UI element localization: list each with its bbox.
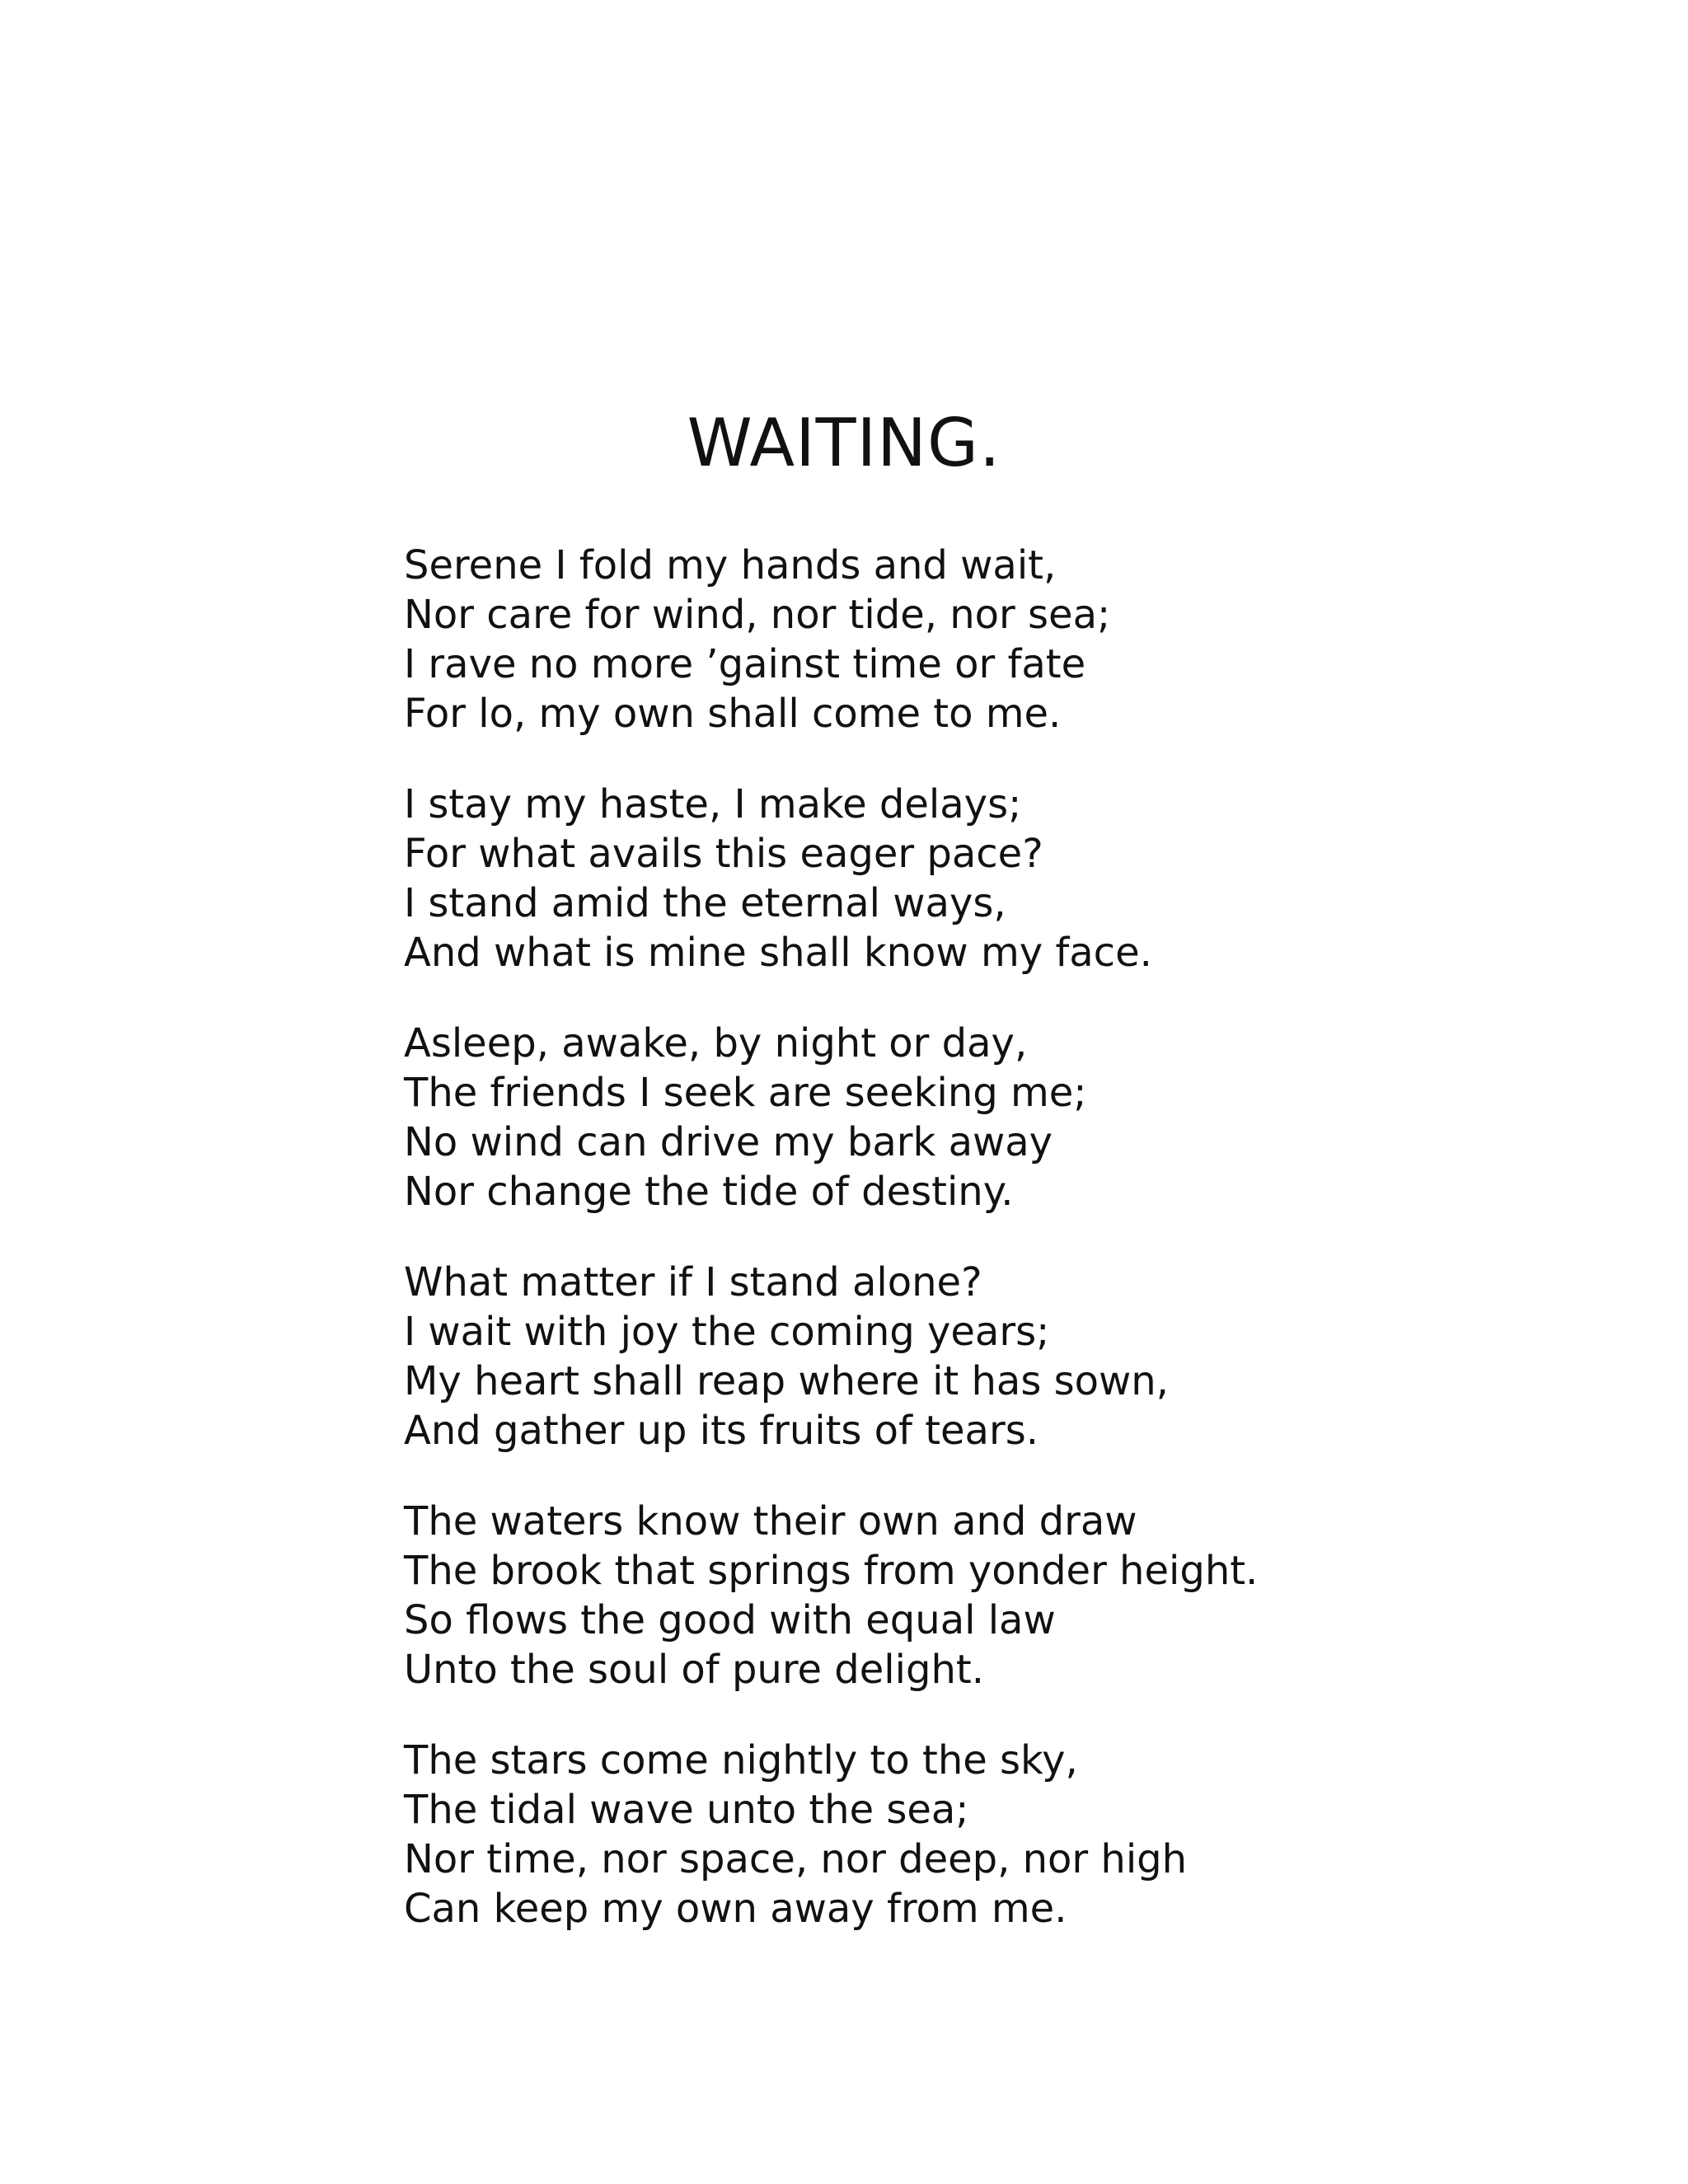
poem-body	[404, 541, 1640, 1975]
stanza-3	[404, 1019, 1640, 1216]
poem-line: For what avails this eager pace?	[404, 831, 1043, 877]
poem-line: Unto the soul of pure delight.	[404, 1647, 984, 1693]
poem-line: So flows the good with equal law	[404, 1597, 1056, 1643]
poem-line: Asleep, awake, by night or day,	[404, 1020, 1028, 1066]
poem-line: I wait with joy the coming years;	[404, 1309, 1050, 1355]
poem-line: I stay my haste, I make delays;	[404, 781, 1022, 827]
poem-line: The tidal wave unto the sea;	[404, 1787, 969, 1833]
poem-line: I rave no more ’gainst time or fate	[404, 641, 1086, 687]
stanza-2	[404, 780, 1640, 977]
poem-line: What matter if I stand alone?	[404, 1259, 982, 1305]
poem-line: Can keep my own away from me.	[404, 1886, 1067, 1932]
poem-line: My heart shall reap where it has sown,	[404, 1358, 1169, 1404]
poem-line: And gather up its fruits of tears.	[404, 1408, 1039, 1454]
poem-line: The brook that springs from yonder height.	[404, 1548, 1259, 1594]
poem-line: The waters know their own and draw	[404, 1498, 1137, 1544]
poem-line: I stand amid the eternal ways,	[404, 880, 1006, 926]
poem-line: And what is mine shall know my face.	[404, 930, 1152, 976]
poem-title: WAITING.	[687, 405, 1001, 481]
stanza-4	[404, 1258, 1640, 1455]
poem-line: For lo, my own shall come to me.	[404, 691, 1062, 737]
poem-line: Nor time, nor space, nor deep, nor high	[404, 1836, 1188, 1882]
poem-line: No wind can drive my bark away	[404, 1119, 1053, 1165]
poem-line: Serene I fold my hands and wait,	[404, 542, 1057, 588]
stanza-6	[404, 1736, 1640, 1933]
poem-line: The friends I seek are seeking me;	[404, 1070, 1087, 1116]
stanza-5	[404, 1497, 1640, 1694]
poem-line: Nor change the tide of destiny.	[404, 1169, 1014, 1215]
poem-line: Nor care for wind, nor tide, nor sea;	[404, 592, 1111, 638]
poem-line: The stars come nightly to the sky,	[404, 1737, 1078, 1783]
stanza-1	[404, 541, 1640, 738]
